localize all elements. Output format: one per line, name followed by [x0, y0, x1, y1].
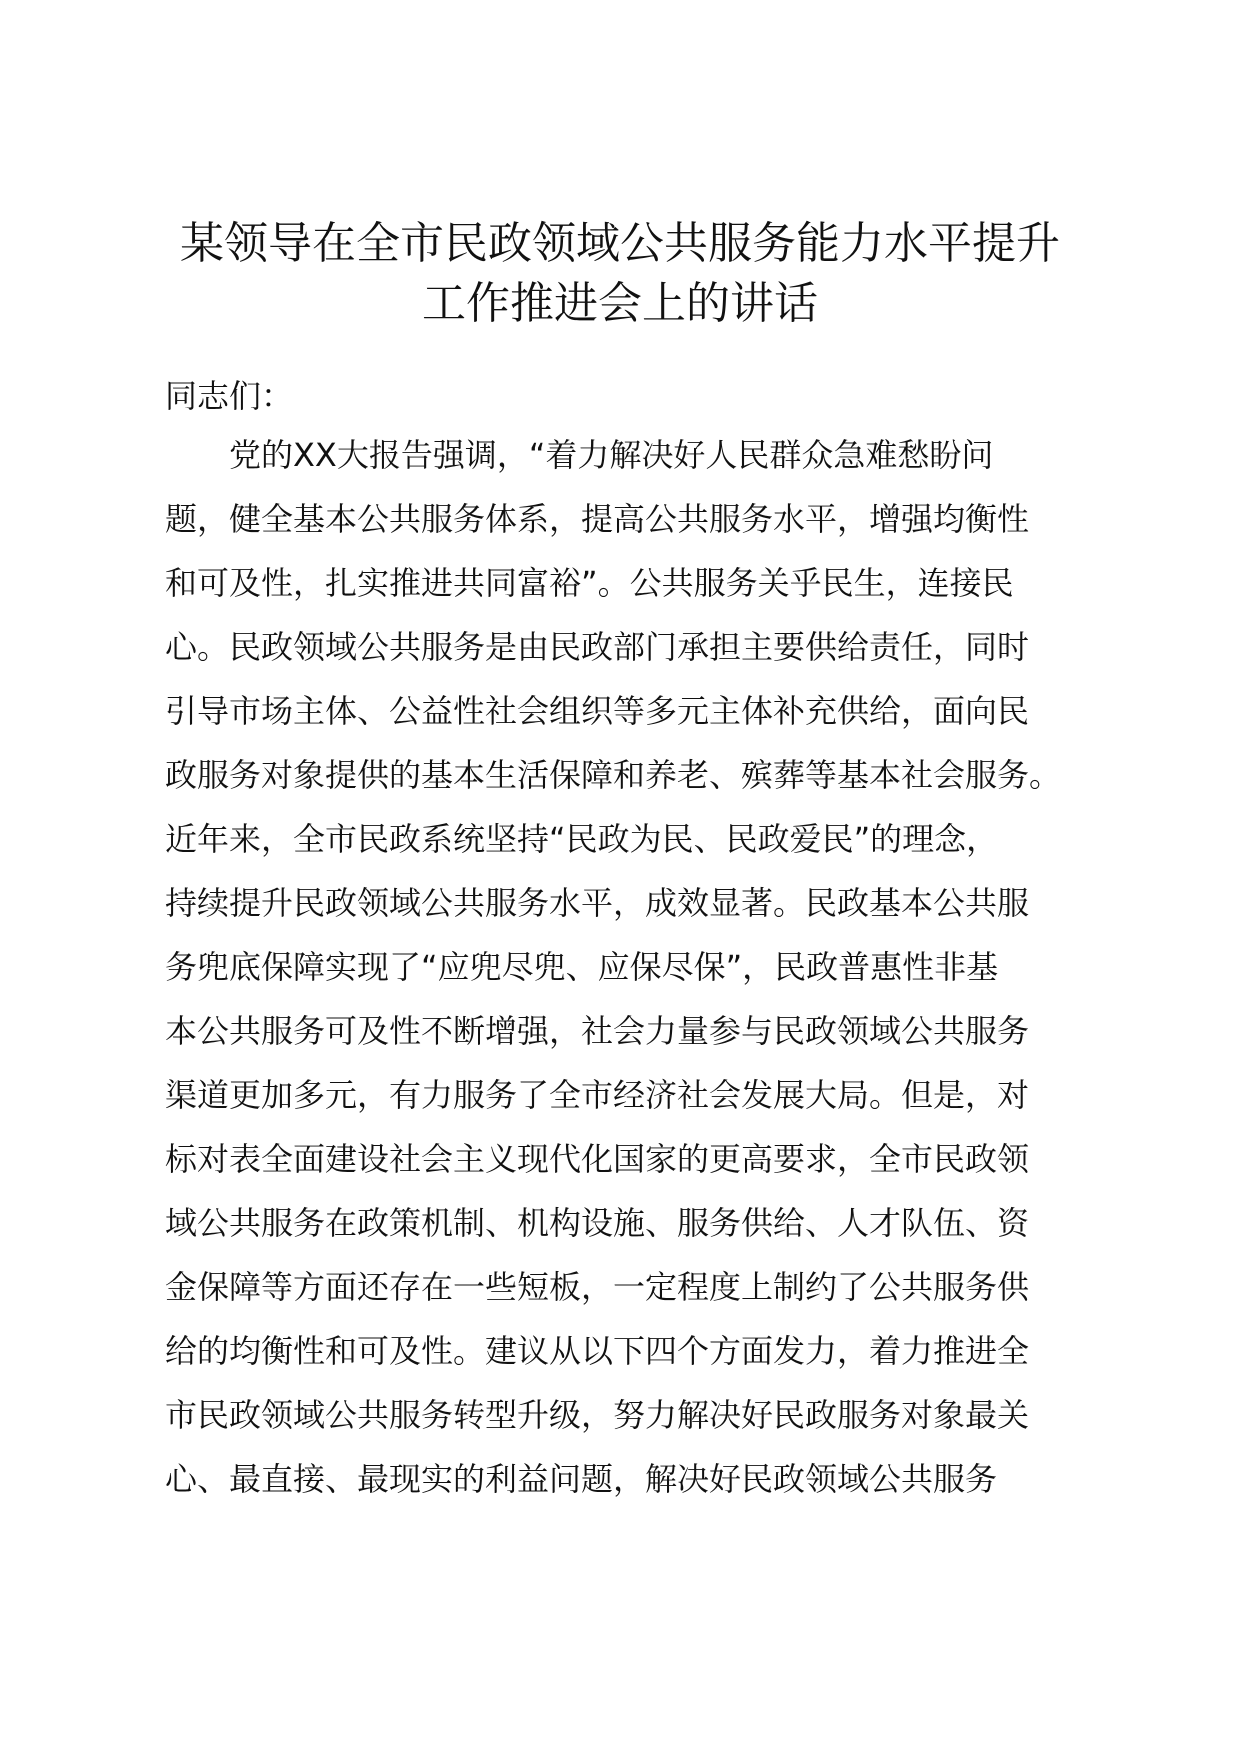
body-line-10: 本公共服务可及性不断增强，社会力量参与民政领域公共服务: [165, 1012, 1030, 1050]
body-line-7: 近年来，全市民政系统坚持“民政为民、民政爱民”的理念，: [165, 820, 999, 858]
body-line-11: 渠道更加多元，有力服务了全市经济社会发展大局。但是，对: [165, 1076, 1030, 1114]
body-line-2: 题，健全基本公共服务体系，提高公共服务水平，增强均衡性: [165, 500, 1030, 538]
body-line-4: 心。民政领域公共服务是由民政部门承担主要供给责任，同时: [165, 628, 1030, 666]
body-line-17: 心、最直接、最现实的利益问题，解决好民政领域公共服务: [165, 1460, 998, 1498]
document-title-line-2: 工作推进会上的讲话: [422, 278, 818, 329]
body-line-14: 金保障等方面还存在一些短板，一定程度上制约了公共服务供: [165, 1268, 1030, 1306]
body-line-13: 域公共服务在政策机制、机构设施、服务供给、人才队伍、资: [165, 1204, 1030, 1242]
body-line-9: 务兜底保障实现了“应兜尽兜、应保尽保”，民政普惠性非基: [165, 948, 999, 986]
body-line-12: 标对表全面建设社会主义现代化国家的更高要求，全市民政领: [165, 1140, 1030, 1178]
document-title-line-1: 某领导在全市民政领域公共服务能力水平提升: [180, 218, 1060, 269]
salutation: 同志们：: [165, 377, 294, 415]
body-line-3: 和可及性，扎实推进共同富裕”。公共服务关乎民生，连接民: [165, 564, 1014, 602]
body-line-15: 给的均衡性和可及性。建议从以下四个方面发力，着力推进全: [165, 1332, 1030, 1370]
body-line-8: 持续提升民政领域公共服务水平，成效显著。民政基本公共服: [165, 884, 1030, 922]
body-line-1: 党的XX大报告强调，“着力解决好人民群众急难愁盼问: [229, 436, 994, 474]
body-line-6: 政服务对象提供的基本生活保障和养老、殡葬等基本社会服务。: [165, 756, 1062, 794]
body-line-16: 市民政领域公共服务转型升级，努力解决好民政服务对象最关: [165, 1396, 1030, 1434]
body-line-5: 引导市场主体、公益性社会组织等多元主体补充供给，面向民: [165, 692, 1030, 730]
